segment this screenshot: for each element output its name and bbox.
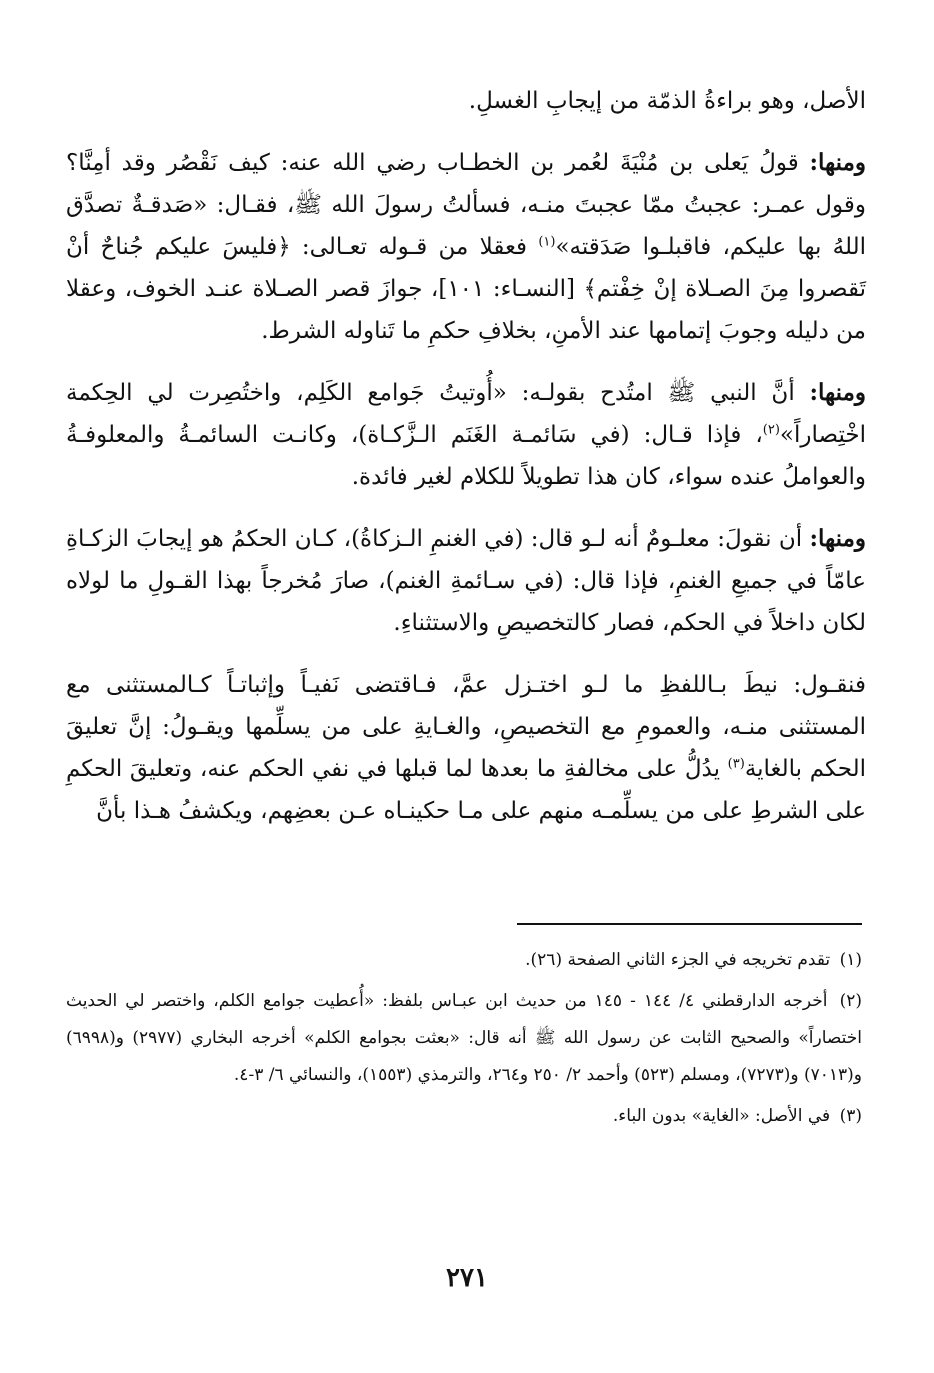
paragraph-5-text-b: يدُلُّ على مخالفةِ ما بعدها لما قبلها في نفي الحكم عنه، وتعليقَ الحكمِ على الشرطِ على من يسلِّمـه منهم على مـا حكينـاه عـن بعضِهم، ويكشفُ هـذا بأنَّ [66,756,866,824]
paragraph-4-text: أن نقولَ: معلـومٌ أنه لـو قال: (في الغنمِ الـزكاةُ)، كـان الحكمُ هو إيجابَ الزكـاةِ عامّاً في جميعِ الغنمِ، فإذا قال: (في سـائمةِ الغنم)، صارَ مُخرجاً بهذا القـولِ ما لولاه لكان داخلاً في الحكم، فصار كالتخصيصِ والاستثناءِ. [66,526,866,636]
footnote-3-number: (٣) [839,1106,862,1126]
paragraph-3-lead: ومنها: [809,379,866,406]
paragraph-1 [66,80,866,122]
footnote-1 [66,942,862,979]
paragraph-5 [66,664,866,832]
footnote-3 [66,1098,862,1135]
footnote-2-number: (٢) [839,991,862,1011]
footnote-1-number: (١) [839,950,862,970]
footnote-3-text: في الأصل: «الغاية» بدون الباء. [612,1106,831,1126]
footnote-1-text: تقدم تخريجه في الجزء الثاني الصفحة (٢٦). [525,950,831,970]
paragraph-3-text-a: أنَّ النبي ﷺ امتُدح بقولـه: «أُوتيتُ جَوامع الكَلِم، واختُصِرت لي الحِكمة اخْتِصاراً» [66,380,866,448]
paragraph-2 [66,142,866,352]
paragraph-1-text: الأصل، وهو براءةُ الذمّة من إيجابِ الغسلِ. [468,88,866,114]
paragraph-4 [66,518,866,644]
footnotes [66,942,862,1139]
main-text [66,80,866,852]
footnote-2 [66,983,862,1094]
paragraph-2-lead: ومنها: [809,149,866,176]
page-number: ٢٧١ [446,1263,488,1293]
paragraph-2-text-a: قولُ يَعلى بن مُنْيَةَ لعُمر بن الخطـاب رضي الله عنه: كيف نَقْصُر وقد أمِنَّا؟ وقول عمـر: عجبتُ ممّا عجبتَ منـه، فسألتُ رسولَ الله ﷺ، فقـال: «صَدقـةٌ تصدَّق اللهُ بها عليكم، فاقبلـوا صَدَقته» [66,150,867,260]
paragraph-5-text-a: فنقـول: نيطَ بـاللفظِ ما لـو اختـزل عمَّ، فـاقتضى نَفيـاً وإثباتـاً كـالمستثنى مع المستثنى منـه، والعمومِ مع التخصيصِ، والغـايةِ على من يسلِّمها ويقـولُ: إنَّ تعليقَ الحكم بالغاية [66,672,866,782]
paragraph-2-text-b: فعقلا من قـوله تعـالى: ﴿فليسَ عليكم جُناحٌ أنْ تَقصروا مِنَ الصـلاة إنْ خِفْتم﴾ [النسـاء: ١٠١]، جوازَ قصر الصـلاة عنـد الخوف، وعقلا من دليله وجوبَ إتمامها عند الأمنِ، بخلافِ حكمِ ما تَناوله الشرط. [66,234,866,344]
paragraph-4-lead: ومنها: [809,525,866,552]
footnote-ref-2[interactable]: (٢) [762,422,780,438]
footnote-ref-3[interactable]: (٣) [727,756,745,772]
paragraph-3 [66,372,866,498]
footnote-ref-1[interactable]: (١) [538,234,556,250]
paragraph-3-text-b: ، فإذا قـال: (في سَائمـة الغَنَم الـزَّكـاة)، وكانـت السائمـةُ والمعلوفـةُ والعواملُ عنده سواء، كان هذا تطويلاً للكلام لغير فائدة. [66,422,866,490]
footnote-divider [517,923,862,925]
footnote-2-text: أخرجه الدارقطني ٤/ ١٤٤ - ١٤٥ من حديث ابن عبـاس بلفظ: «أُعطيت جوامع الكلم، واختصر لي الحديث اختصاراً» والصحيح الثابت عن رسول الله ﷺ أنه قال: «بعثت بجوامع الكلم» أخرجه البخاري (٢٩٧٧) و(٦٩٩٨) و(٧٠١٣) و(٧٢٧٣)، ومسلم (٥٢٣) وأحمد ٢/ ٢٥٠ و٢٦٤، والترمذي (١٥٥٣)، والنسائي ٦/ ٣-٤. [66,991,862,1085]
